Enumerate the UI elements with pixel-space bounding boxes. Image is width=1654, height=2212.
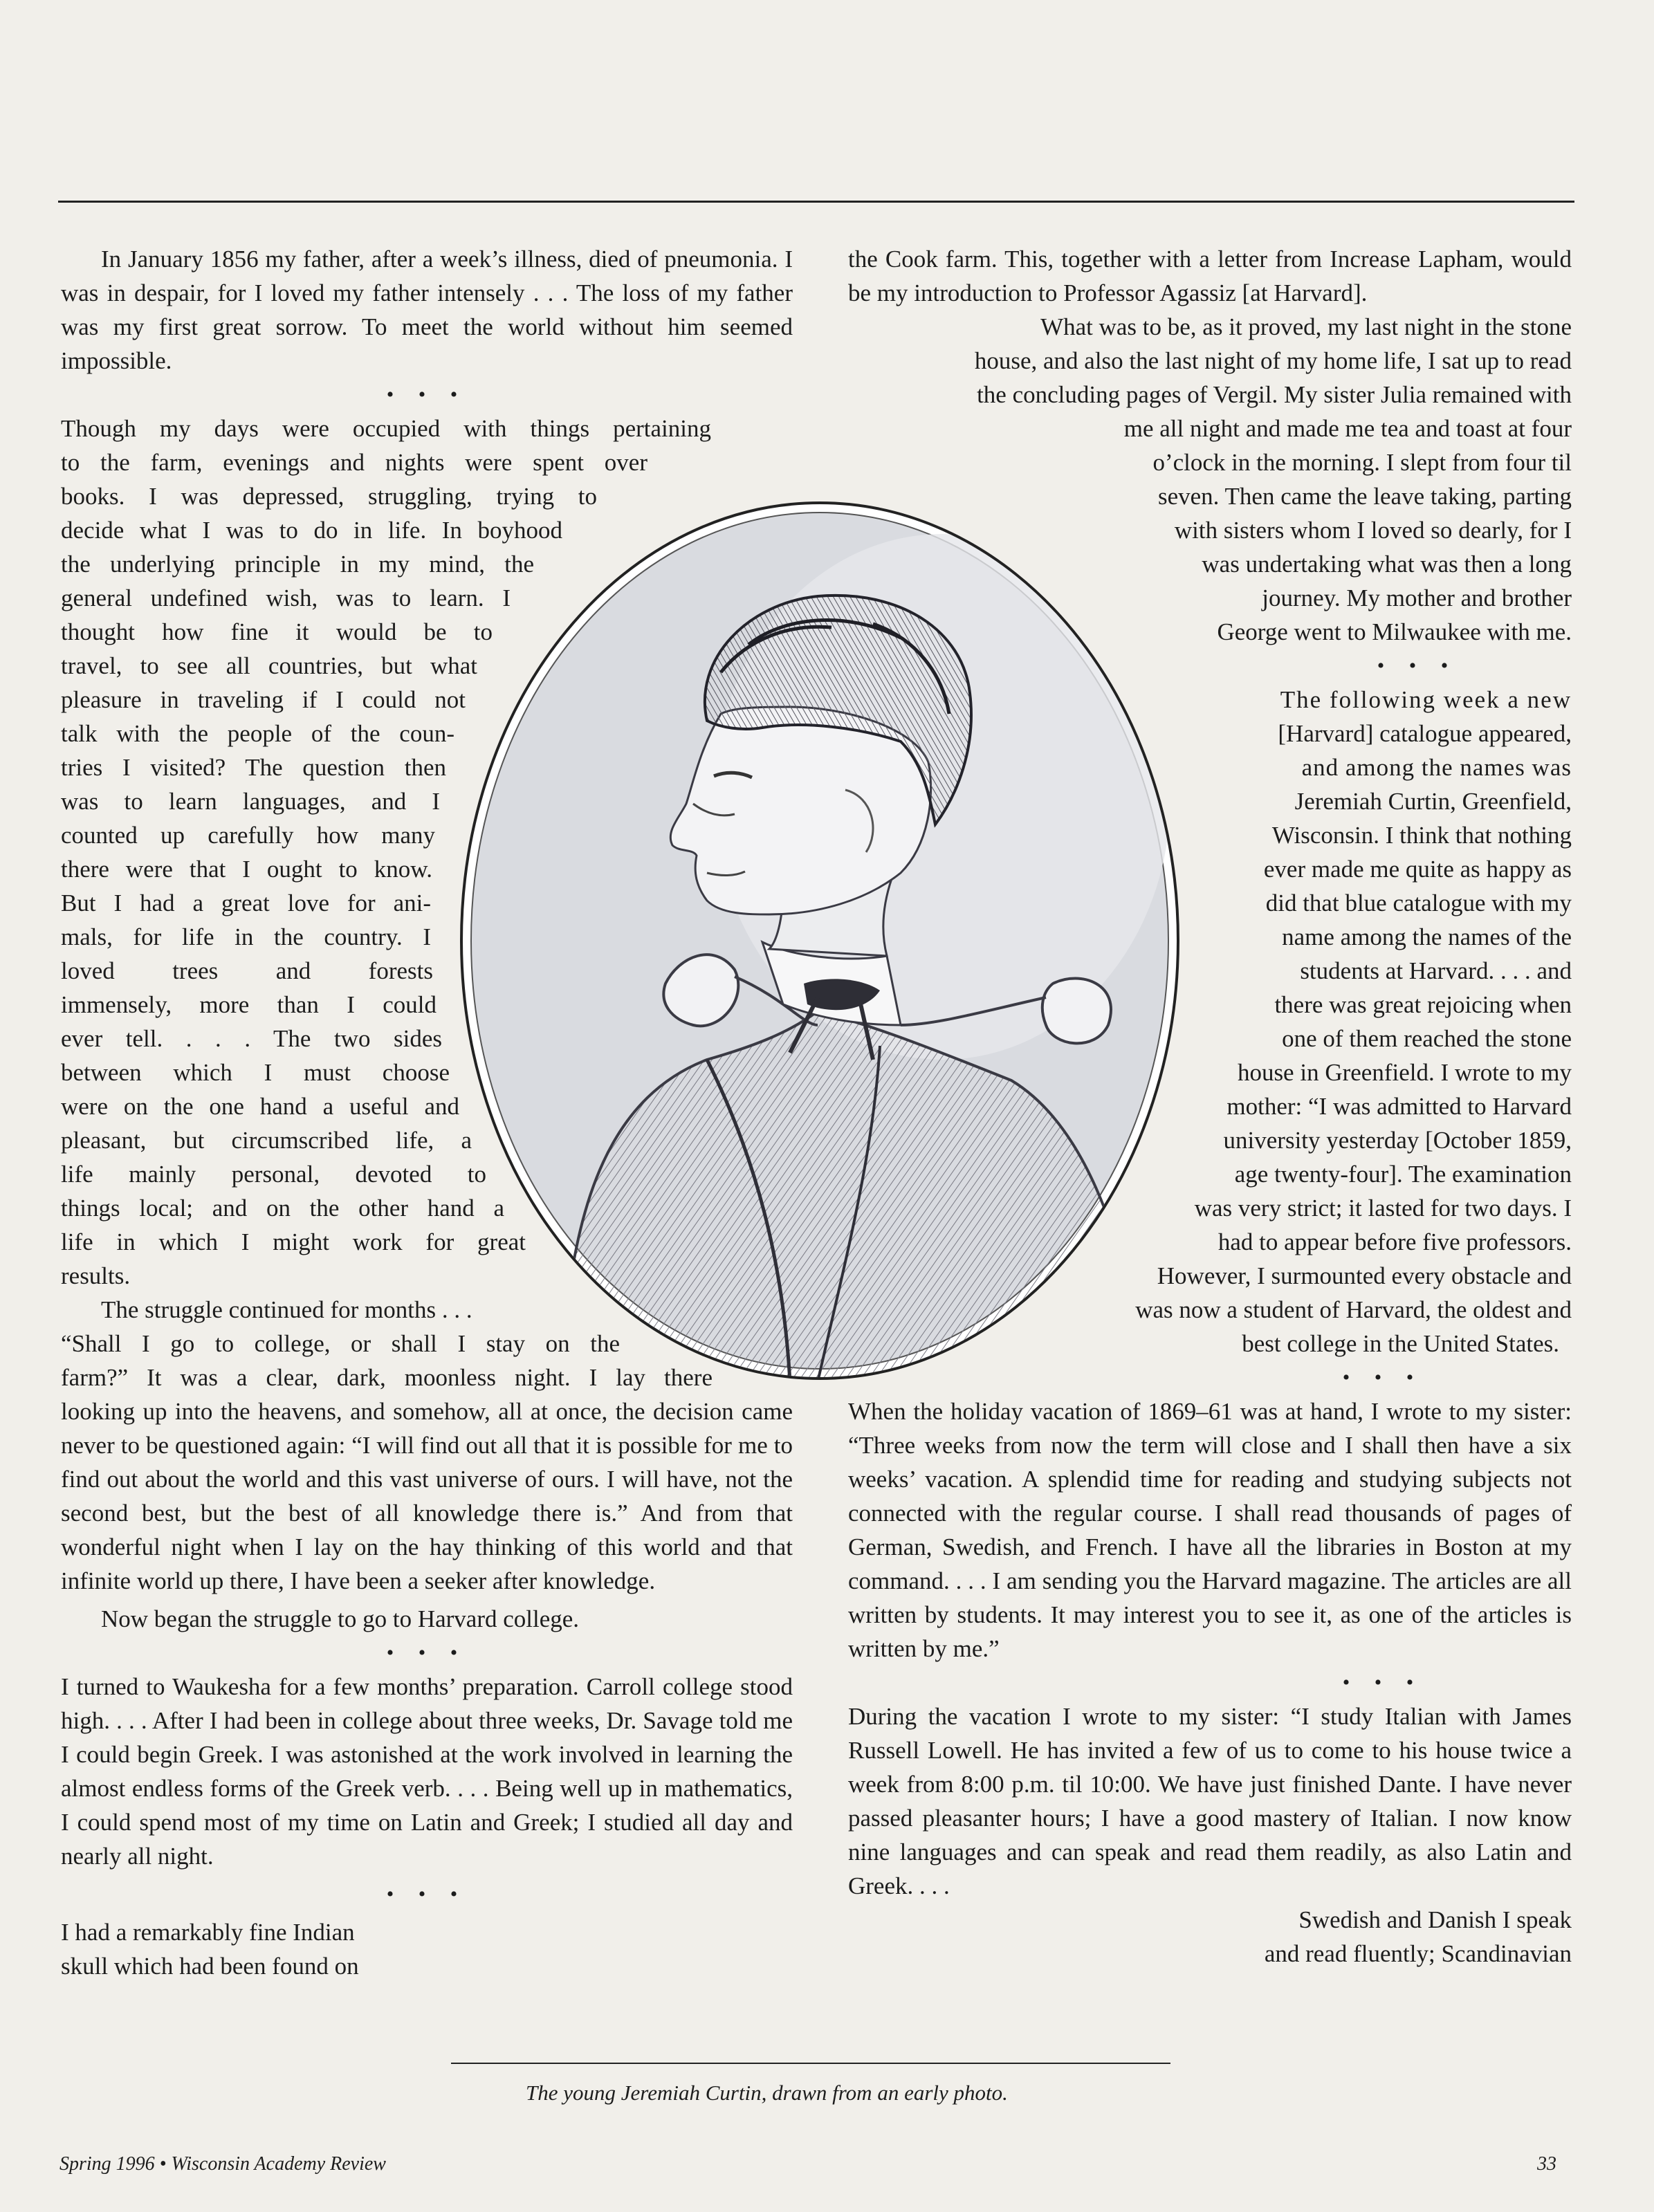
text-line: the concluding pages of Vergil. My sister Julia remained with bbox=[977, 381, 1572, 408]
section-separator: • • • bbox=[1342, 1671, 1424, 1694]
text-line: and among the names was bbox=[1301, 754, 1572, 781]
text-line: life in which I might work for great bbox=[61, 1228, 526, 1255]
text-line: life mainly personal, devoted to bbox=[61, 1161, 486, 1188]
section-separator: • • • bbox=[1342, 1366, 1424, 1389]
footer-issue-info: Spring 1996 • Wisconsin Academy Review bbox=[59, 2153, 386, 2175]
text-line: one of them reached the stone bbox=[1282, 1025, 1572, 1052]
text-line: name among the names of the bbox=[1282, 923, 1572, 950]
text-line: the underlying principle in my mind, the bbox=[61, 551, 534, 578]
text-line: Jeremiah Curtin, Greenfield, bbox=[1294, 788, 1572, 815]
text-line: The struggle continued for months . . . bbox=[101, 1296, 472, 1323]
text-line: university yesterday [October 1859, bbox=[1223, 1127, 1572, 1154]
text-block: looking up into the heavens, and somehow, all at once, the decision came never to be questioned again: “I will find out all that it is possible for me to find out about the world and this vast universe of ours. I will have, not the second best, but the best of all knowledge there is.” And from that wonderful night when I lay on the hay thinking of this world and that infinite world up there, I have been a seeker after knowledge. bbox=[61, 1398, 793, 1594]
text-line: decide what I was to do in life. In boyhood bbox=[61, 517, 562, 544]
text-line: tries I visited? The question then bbox=[61, 754, 446, 781]
section-separator: • • • bbox=[386, 1883, 468, 1906]
text-line: house in Greenfield. I wrote to my bbox=[1237, 1059, 1572, 1086]
section-separator: • • • bbox=[386, 1641, 468, 1664]
text-line: was to learn languages, and I bbox=[61, 788, 440, 815]
text-line: Though my days were occupied with things pertaining bbox=[61, 415, 711, 442]
text-line: best college in the United States. bbox=[1242, 1330, 1559, 1357]
text-line: However, I surmounted every obstacle and bbox=[1157, 1262, 1572, 1289]
text-line: to the farm, evenings and nights were spent over bbox=[61, 449, 647, 476]
right-paragraph-5: During the vacation I wrote to my sister: “I study Italian with James Russell Lowell. He has invited a few of us to come to his house twice a week from 8:00 p.m. til 10:00. We have just finished Dante. I have never passed pleasanter hours; I have a good mastery of Italian. I now know nine languages and can speak and read them readily, as also Latin and Greek. . . . bbox=[848, 1703, 1572, 1899]
text-line: seven. Then came the leave taking, parting bbox=[1157, 483, 1572, 510]
text-line: was undertaking what was then a long bbox=[1202, 551, 1572, 578]
text-line: ever made me quite as happy as bbox=[1263, 856, 1572, 883]
text-line: house, and also the last night of my home life, I sat up to read bbox=[974, 347, 1572, 374]
text-line: general undefined wish, was to learn. I bbox=[61, 584, 511, 611]
text-line: thought how fine it would be to bbox=[61, 618, 493, 645]
portrait-caption: The young Jeremiah Curtin, drawn from an early photo. bbox=[526, 2081, 1008, 2105]
text-line: age twenty-four]. The examination bbox=[1234, 1161, 1572, 1188]
text-line: did that blue catalogue with my bbox=[1265, 890, 1572, 916]
left-paragraph-6 bbox=[61, 1915, 793, 1983]
right-paragraph-1: the Cook farm. This, together with a letter from Increase Lapham, would be my introduction to Professor Agassiz [at Harvard]. bbox=[848, 246, 1572, 306]
text-line: What was to be, as it proved, my last night in the stone bbox=[1040, 313, 1572, 340]
text-line: The following week a new bbox=[1280, 686, 1572, 713]
text-line: journey. My mother and brother bbox=[1262, 584, 1572, 611]
text-line: was very strict; it lasted for two days. I bbox=[1194, 1195, 1572, 1222]
text-line: Swedish and Danish I speak bbox=[1298, 1906, 1572, 1933]
left-paragraph-1: In January 1856 my father, after a week’s illness, died of pneumonia. I was in despair, for I loved my father intensely . . . The loss of my father was my first great sorrow. To meet the world without him seemed impossible. bbox=[61, 246, 793, 374]
right-paragraph-6 bbox=[848, 1903, 1572, 1971]
text-line: I had a remarkably fine Indian bbox=[61, 1919, 355, 1946]
text-line: o’clock in the morning. I slept from four til bbox=[1152, 449, 1572, 476]
text-line: results. bbox=[61, 1262, 131, 1289]
text-line: counted up carefully how many bbox=[61, 822, 435, 849]
text-line: talk with the people of the coun- bbox=[61, 720, 454, 747]
text-line: had to appear before five professors. bbox=[1217, 1228, 1572, 1255]
portrait-illustration bbox=[458, 499, 1182, 1382]
text-line: skull which had been found on bbox=[61, 1953, 359, 1980]
section-separator: • • • bbox=[1377, 654, 1458, 677]
text-line: “Shall I go to college, or shall I stay on the bbox=[61, 1330, 620, 1357]
text-line: ever tell. . . . The two sides bbox=[61, 1025, 442, 1052]
caption-rule bbox=[451, 2063, 1170, 2064]
text-line: farm?” It was a clear, dark, moonless night. I lay there bbox=[61, 1364, 713, 1391]
text-line: books. I was depressed, struggling, trying to bbox=[61, 483, 597, 510]
text-line: me all night and made me tea and toast at four bbox=[1123, 415, 1572, 442]
right-paragraph-4: When the holiday vacation of 1869–61 was at hand, I wrote to my sister: “Three weeks from now the term will close and I shall then have a six weeks’ vacation. A splendid time for reading and studying subjects not connected with the regular course. I shall read thousands of pages of German, Swedish, and French. I have all the libraries in Boston at my command. . . . I am sending you the Harvard magazine. The articles are all written by students. It may interest you to see it, as one of the articles is written by me.” bbox=[848, 1398, 1572, 1662]
text-line: immensely, more than I could bbox=[61, 991, 437, 1018]
text-line: George went to Milwaukee with me. bbox=[1217, 618, 1572, 645]
left-paragraph-4: Now began the struggle to go to Harvard college. bbox=[101, 1605, 580, 1632]
text-line: was now a student of Harvard, the oldest and bbox=[1135, 1296, 1572, 1323]
text-line: travel, to see all countries, but what bbox=[61, 652, 477, 679]
text-line: pleasure in traveling if I could not bbox=[61, 686, 466, 713]
text-line: and read fluently; Scandinavian bbox=[1264, 1940, 1572, 1967]
page-number: 33 bbox=[1537, 2153, 1556, 2175]
text-line: with sisters whom I loved so dearly, for I bbox=[1174, 517, 1572, 544]
section-separator: • • • bbox=[386, 383, 468, 406]
text-line: Wisconsin. I think that nothing bbox=[1271, 822, 1572, 849]
text-line: were on the one hand a useful and bbox=[61, 1093, 459, 1120]
text-line: there was great rejoicing when bbox=[1274, 991, 1572, 1018]
text-line: [Harvard] catalogue appeared, bbox=[1278, 720, 1572, 747]
text-line: loved trees and forests bbox=[61, 957, 433, 984]
text-line: mother: “I was admitted to Harvard bbox=[1226, 1093, 1572, 1120]
text-line: there were that I ought to know. bbox=[61, 856, 432, 883]
text-line: things local; and on the other hand a bbox=[61, 1195, 504, 1222]
text-line: pleasant, but circumscribed life, a bbox=[61, 1127, 472, 1154]
text-line: mals, for life in the country. I bbox=[61, 923, 431, 950]
text-line: But I had a great love for ani- bbox=[61, 890, 431, 916]
text-line: students at Harvard. . . . and bbox=[1300, 957, 1572, 984]
top-rule bbox=[58, 201, 1574, 203]
text-line: between which I must choose bbox=[61, 1059, 450, 1086]
left-paragraph-5: I turned to Waukesha for a few months’ preparation. Carroll college stood high. . . . After I had been in college about three weeks, Dr. Savage told me I could begin Greek. I was astonished at the work involved in learning the almost endless forms of the Greek verb. . . . Being well up in mathematics, I could spend most of my time on Latin and Greek; I studied all day and nearly all night. bbox=[61, 1673, 793, 1870]
